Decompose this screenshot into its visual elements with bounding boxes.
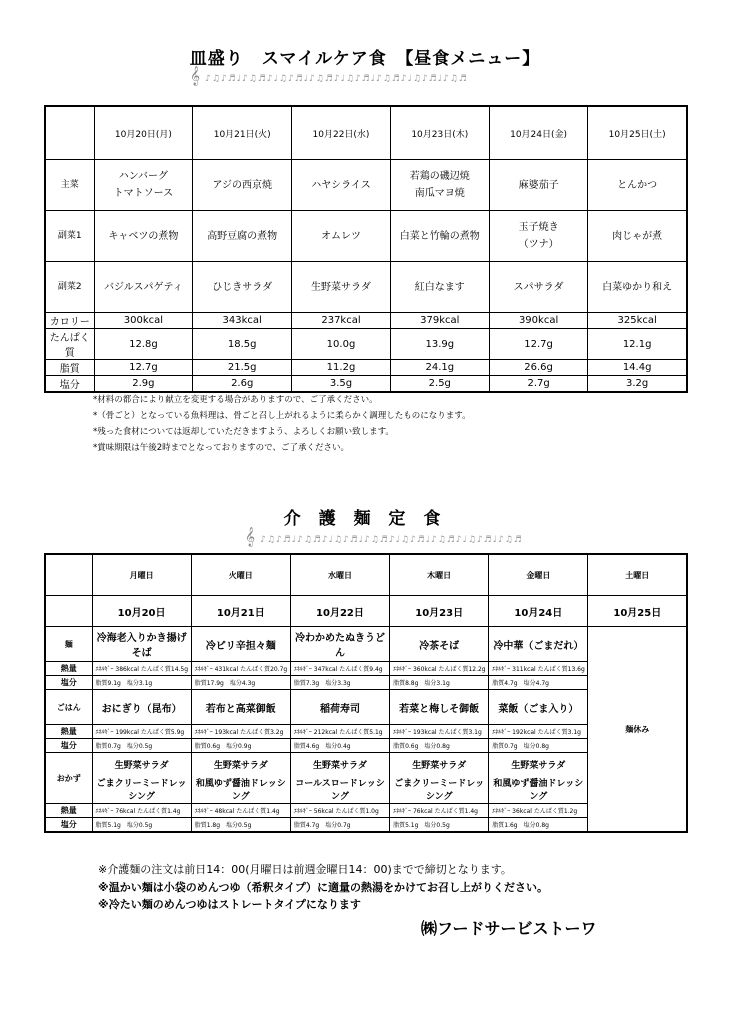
salt-row-cell: 脂質0.6g 塩分0.9g xyxy=(191,739,290,753)
category-label: 熱量 xyxy=(45,804,92,818)
nutrition-value: 26.6g xyxy=(489,360,588,376)
nutrition-value: 18.5g xyxy=(193,329,292,360)
nutrition-value: 2.6g xyxy=(193,376,292,393)
category-label: 塩分 xyxy=(45,739,92,753)
date-cell: 10月21日(火) xyxy=(193,106,292,160)
dressing-cell: ごまクリーミードレッシング xyxy=(390,775,489,804)
dish-name: スパサラダ xyxy=(513,281,564,293)
side-item-cell: 生野菜サラダ xyxy=(290,753,389,776)
dish-row xyxy=(45,262,687,313)
nutrition-label: 塩分 xyxy=(45,376,94,393)
energy-row-cell: ｴﾈﾙｷﾞｰ 212kcal たんぱく質5.1g xyxy=(290,725,389,739)
dish-name: キャベツの煮物 xyxy=(108,230,179,242)
dish-cell xyxy=(588,211,687,262)
date-row xyxy=(45,596,687,627)
dish-cell xyxy=(588,160,687,211)
dish-cell xyxy=(94,160,193,211)
music-decoration xyxy=(190,66,468,86)
music-decoration xyxy=(245,527,523,547)
dish-name: トマトソース xyxy=(113,188,174,199)
rice-item-cell: おにぎり（昆布） xyxy=(92,690,191,725)
salt-row-cell: 脂質1.8g 塩分0.5g xyxy=(191,818,290,833)
dish-cell xyxy=(588,262,687,313)
nutrition-value: 3.2g xyxy=(588,376,687,393)
side-item-cell: 生野菜サラダ xyxy=(390,753,489,776)
dish-cell xyxy=(94,211,193,262)
nutrition-value: 3.5g xyxy=(292,376,391,393)
nutrition-value: 325kcal xyxy=(588,313,687,329)
dressing-cell: 和風ゆず醤油ドレッシング xyxy=(489,775,588,804)
salt-row-cell: 脂質8.8g 塩分3.1g xyxy=(390,676,489,690)
energy-row-cell: ｴﾈﾙｷﾞｰ 56kcal たんぱく質1.0g xyxy=(290,804,389,818)
category-label: ごはん xyxy=(45,690,92,725)
nutrition-value: 390kcal xyxy=(489,313,588,329)
category-label: 熱量 xyxy=(45,725,92,739)
side-item-cell: 生野菜サラダ xyxy=(191,753,290,776)
nutrition-row xyxy=(45,376,687,393)
dish-name: 玉子焼き xyxy=(518,222,559,233)
noodle-menu-table xyxy=(44,553,688,833)
noodle-item-cell: 冷ピリ辛担々麺 xyxy=(191,627,290,662)
dish-cell xyxy=(489,211,588,262)
dressing-cell: ごまクリーミードレッシング xyxy=(92,775,191,804)
dish-cell xyxy=(193,160,292,211)
dish-cell xyxy=(292,160,391,211)
corner-cell xyxy=(45,106,94,160)
dish-name: 南瓜マヨ焼 xyxy=(414,188,465,199)
dish-name: 紅白なます xyxy=(414,281,465,293)
category-label: 塩分 xyxy=(45,676,92,690)
salt-row-cell: 脂質5.1g 塩分0.5g xyxy=(92,818,191,833)
nutrition-row xyxy=(45,329,687,360)
dish-cell xyxy=(489,262,588,313)
energy-row-cell: ｴﾈﾙｷﾞｰ 76kcal たんぱく質1.4g xyxy=(92,804,191,818)
dish-name: 麻婆茄子 xyxy=(518,179,559,191)
salt-row-cell: 脂質7.3g 塩分3.3g xyxy=(290,676,389,690)
weekday-cell: 月曜日 xyxy=(92,554,191,596)
salt-row-cell: 脂質1.6g 塩分0.8g xyxy=(489,818,588,833)
footer-note: ※冷たい麺のめんつゆはストレートタイプになります xyxy=(98,898,361,911)
rice-item-cell: 稲荷寿司 xyxy=(290,690,389,725)
dish-cell xyxy=(193,262,292,313)
rice-item-cell: 若菜と梅しそ御飯 xyxy=(390,690,489,725)
energy-row-cell: ｴﾈﾙｷﾞｰ 192kcal たんぱく質3.1g xyxy=(489,725,588,739)
music-notes: ♪♫♪♬♩♪♫♬♪♩♫♪♬♩♪♫♬♪♩♫♪♬♩♪♫♬♪♩♫♪♬♩♪♫♬ xyxy=(260,535,523,545)
nutrition-value: 237kcal xyxy=(292,313,391,329)
dish-name: バジルスパゲティ xyxy=(104,281,183,293)
noodle-title: 介 護 麺 定 食 xyxy=(283,509,447,529)
energy-row-cell: ｴﾈﾙｷﾞｰ 36kcal たんぱく質1.2g xyxy=(489,804,588,818)
lunch-menu-table xyxy=(44,105,688,393)
energy-row-cell: ｴﾈﾙｷﾞｰ 193kcal たんぱく質3.2g xyxy=(191,725,290,739)
note: *賞味期限は午後2時までとなっておりますので、ご了承ください。 xyxy=(93,443,349,453)
nutrition-row xyxy=(45,313,687,329)
nutrition-value: 12.1g xyxy=(588,329,687,360)
dish-name: 若鶏の磯辺焼 xyxy=(409,171,470,182)
weekday-cell: 金曜日 xyxy=(489,554,588,596)
nutrition-value: 379kcal xyxy=(390,313,489,329)
nutrition-value: 300kcal xyxy=(94,313,193,329)
salt-row-cell: 脂質0.6g 塩分0.8g xyxy=(390,739,489,753)
nutrition-label: 脂質 xyxy=(45,360,94,376)
music-notes: ♪♫♪♬♩♪♫♬♪♩♫♪♬♩♪♫♬♪♩♫♪♬♩♪♫♬♪♩♫♪♬♩♪♫♬ xyxy=(205,74,468,84)
energy-row-cell: ｴﾈﾙｷﾞｰ 311kcal たんぱく質13.6g xyxy=(489,662,588,676)
dish-cell xyxy=(292,211,391,262)
dish-cell xyxy=(390,262,489,313)
dish-cell xyxy=(390,160,489,211)
noodle-item-cell: 冷わかめたぬきうどん xyxy=(290,627,389,662)
date-cell: 10月23日(木) xyxy=(390,106,489,160)
weekday-cell: 火曜日 xyxy=(191,554,290,596)
noodle-item-cell: 冷中華（ごまだれ） xyxy=(489,627,588,662)
energy-row-cell: ｴﾈﾙｷﾞｰ 199kcal たんぱく質5.9g xyxy=(92,725,191,739)
dish-cell xyxy=(193,211,292,262)
side-item-cell: 生野菜サラダ xyxy=(92,753,191,776)
weekday-cell: 木曜日 xyxy=(390,554,489,596)
nutrition-value: 11.2g xyxy=(292,360,391,376)
salt-row-cell: 脂質4.7g 塩分0.7g xyxy=(290,818,389,833)
dressing-cell: 和風ゆず醤油ドレッシング xyxy=(191,775,290,804)
salt-row-cell: 脂質9.1g 塩分3.1g xyxy=(92,676,191,690)
date-cell: 10月22日(水) xyxy=(292,106,391,160)
noodle-item-cell: 冷茶そば xyxy=(390,627,489,662)
dish-cell xyxy=(292,262,391,313)
nutrition-value: 12.8g xyxy=(94,329,193,360)
salt-row-cell: 脂質0.7g 塩分0.8g xyxy=(489,739,588,753)
dish-name: アジの西京焼 xyxy=(212,179,272,191)
date-cell: 10月24日(金) xyxy=(489,106,588,160)
date-cell: 10月25日(土) xyxy=(588,106,687,160)
weekday-cell: 水曜日 xyxy=(290,554,389,596)
note: *残った食材については返却していただきますよう、よろしくお願い致します。 xyxy=(93,427,394,437)
lunch-date-row xyxy=(45,106,687,160)
date-cell: 10月21日 xyxy=(191,596,290,627)
weekday-cell: 土曜日 xyxy=(588,554,687,596)
dish-name: とんかつ xyxy=(617,179,658,191)
salt-row-cell: 脂質17.9g 塩分4.3g xyxy=(191,676,290,690)
lunch-notes xyxy=(93,392,471,456)
dish-name: 生野菜サラダ xyxy=(311,281,371,293)
nutrition-value: 12.7g xyxy=(94,360,193,376)
noodle-item xyxy=(45,627,687,662)
row-label: 主菜 xyxy=(45,160,94,211)
dish-name: （ツナ） xyxy=(518,239,559,250)
weekday-row xyxy=(45,554,687,596)
nutrition-value: 13.9g xyxy=(390,329,489,360)
date-cell: 10月23日 xyxy=(390,596,489,627)
company-name: ㈱フードサービストーワ xyxy=(421,919,597,938)
dish-name: 白菜ゆかり和え xyxy=(602,281,673,293)
nutrition-label: カロリー xyxy=(45,313,94,329)
footer-note: ※温かい麺は小袋のめんつゆ（希釈タイプ）に適量の熱湯をかけてお召し上がりください。 xyxy=(98,881,549,894)
rice-item-cell: 若布と高菜御飯 xyxy=(191,690,290,725)
energy-row-cell: ｴﾈﾙｷﾞｰ 431kcal たんぱく質20.7g xyxy=(191,662,290,676)
dish-name: 白菜と竹輪の煮物 xyxy=(399,230,480,242)
category-label: 麺 xyxy=(45,627,92,662)
nutrition-value: 21.5g xyxy=(193,360,292,376)
dish-name: ハンバーグ xyxy=(118,171,169,182)
category-label: おかず xyxy=(45,753,92,804)
nutrition-value: 343kcal xyxy=(193,313,292,329)
salt-row-cell: 脂質5.1g 塩分0.5g xyxy=(390,818,489,833)
date-cell: 10月20日(月) xyxy=(94,106,193,160)
row-label: 副菜2 xyxy=(45,262,94,313)
row-label: 副菜1 xyxy=(45,211,94,262)
category-label: 熱量 xyxy=(45,662,92,676)
date-cell: 10月25日 xyxy=(588,596,687,627)
dish-cell xyxy=(94,262,193,313)
side-item-cell: 生野菜サラダ xyxy=(489,753,588,776)
dish-cell xyxy=(489,160,588,211)
nutrition-value: 14.4g xyxy=(588,360,687,376)
energy-row-cell: ｴﾈﾙｷﾞｰ 193kcal たんぱく質3.1g xyxy=(390,725,489,739)
nutrition-value: 24.1g xyxy=(390,360,489,376)
nutrition-value: 10.0g xyxy=(292,329,391,360)
nutrition-value: 2.7g xyxy=(489,376,588,393)
dish-name: 高野豆腐の煮物 xyxy=(207,230,278,242)
date-cell: 10月24日 xyxy=(489,596,588,627)
note: *（骨ごと）となっている魚料理は、骨ごと召し上がれるように柔らかく調理したものになります。 xyxy=(93,411,471,421)
dish-name: ハヤシライス xyxy=(311,179,371,191)
energy-row-cell: ｴﾈﾙｷﾞｰ 48kcal たんぱく質1.4g xyxy=(191,804,290,818)
noodle-item-cell: 冷海老入りかき揚げそば xyxy=(92,627,191,662)
treble-clef-icon: 𝄞 xyxy=(245,527,256,547)
dish-cell xyxy=(390,211,489,262)
salt-row-cell: 脂質0.7g 塩分0.5g xyxy=(92,739,191,753)
nutrition-value: 2.5g xyxy=(390,376,489,393)
footer-note: ※介護麺の注文は前日14：00(月曜日は前週金曜日14：00)までで締切となります。 xyxy=(98,863,512,876)
category-label: 塩分 xyxy=(45,818,92,833)
dish-row xyxy=(45,211,687,262)
nutrition-row xyxy=(45,360,687,376)
rice-item-cell: 菜飯（ごま入り） xyxy=(489,690,588,725)
nutrition-value: 2.9g xyxy=(94,376,193,393)
dish-name: 肉じゃが煮 xyxy=(612,230,663,242)
treble-clef-icon: 𝄞 xyxy=(190,66,201,86)
dressing-cell: コールスロードレッシング xyxy=(290,775,389,804)
dish-name: オムレツ xyxy=(320,230,361,242)
note: *材料の都合により献立を変更する場合がありますので、ご了承ください。 xyxy=(93,395,378,405)
salt-row-cell: 脂質4.6g 塩分0.4g xyxy=(290,739,389,753)
energy-row-cell: ｴﾈﾙｷﾞｰ 386kcal たんぱく質14.5g xyxy=(92,662,191,676)
energy-row-cell: ｴﾈﾙｷﾞｰ 360kcal たんぱく質12.2g xyxy=(390,662,489,676)
date-cell: 10月22日 xyxy=(290,596,389,627)
lunch-title: 皿盛り スマイルケア食 【昼食メニュー】 xyxy=(189,49,541,69)
salt-row-cell: 脂質4.7g 塩分4.7g xyxy=(489,676,588,690)
dish-row xyxy=(45,160,687,211)
nutrition-label: たんぱく質 xyxy=(45,329,94,360)
dish-name: ひじきサラダ xyxy=(212,281,273,293)
nutrition-value: 12.7g xyxy=(489,329,588,360)
energy-row-cell: ｴﾈﾙｷﾞｰ 347kcal たんぱく質9.4g xyxy=(290,662,389,676)
date-cell: 10月20日 xyxy=(92,596,191,627)
closed-cell: 麺休み xyxy=(588,627,687,833)
energy-row-cell: ｴﾈﾙｷﾞｰ 76kcal たんぱく質1.4g xyxy=(390,804,489,818)
